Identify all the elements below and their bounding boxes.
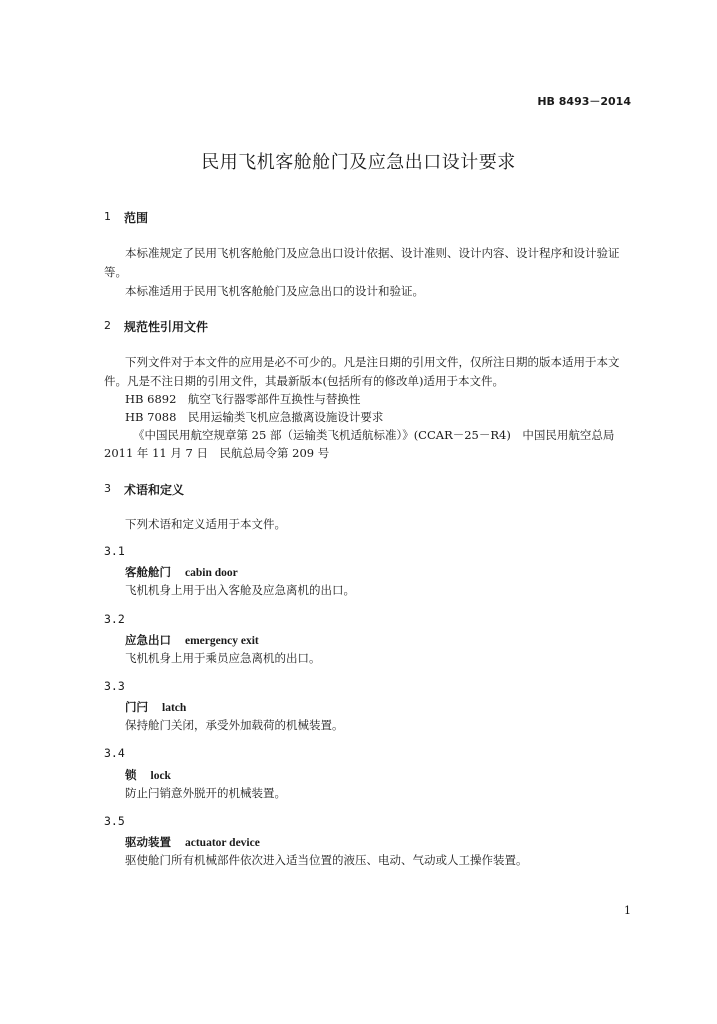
term-cn: 客舱舱门 xyxy=(125,565,171,579)
term-heading xyxy=(125,834,260,850)
reference-hb7088: HB 7088 民用运输类飞机应急撤离设施设计要求 xyxy=(125,410,384,424)
reference-ccar25-line2: 2011 年 11 月 7 日 民航总局令第 209 号 xyxy=(104,446,330,460)
term-cn: 门闩 xyxy=(125,700,148,714)
term-definition: 飞机机身上用于出入客舱及应急离机的出口。 xyxy=(125,583,355,597)
term-en: cabin door xyxy=(185,567,238,579)
term-en: latch xyxy=(162,702,187,714)
term-definition: 保持舱门关闭，承受外加载荷的机械装置。 xyxy=(125,718,344,732)
term-definition: 飞机机身上用于乘员应急离机的出口。 xyxy=(125,651,321,665)
reference-ccar25-line1: 《中国民用航空规章第 25 部（运输类飞机适航标准）》(CCAR－25－R4) 中国民用航空总局 xyxy=(133,428,615,442)
term-heading xyxy=(125,632,259,648)
section-2-title: 规范性引用文件 xyxy=(124,320,209,334)
section-1-para1-line1: 本标准规定了民用飞机客舱舱门及应急出口设计依据、设计准则、设计内容、设计程序和设计验证 xyxy=(125,246,620,260)
page-number: 1 xyxy=(624,904,631,917)
section-2-number: 2 xyxy=(104,319,111,332)
term-definition: 驱使舱门所有机械部件依次进入适当位置的液压、电动、气动或人工操作装置。 xyxy=(125,853,528,867)
term-cn: 应急出口 xyxy=(125,633,171,647)
section-3-title: 术语和定义 xyxy=(124,483,185,497)
term-en: emergency exit xyxy=(185,635,259,647)
section-2-intro-line2: 件。凡是不注日期的引用文件，其最新版本(包括所有的修改单)适用于本文件。 xyxy=(104,374,504,388)
term-en: actuator device xyxy=(185,837,260,849)
section-1-title: 范围 xyxy=(124,211,149,225)
term-en: lock xyxy=(150,770,171,782)
section-3-intro: 下列术语和定义适用于本文件。 xyxy=(125,517,286,531)
term-heading xyxy=(125,699,186,715)
term-heading xyxy=(125,564,238,580)
section-1-para2: 本标准适用于民用飞机客舱舱门及应急出口的设计和验证。 xyxy=(125,284,424,298)
section-3-number: 3 xyxy=(104,482,111,495)
term-number: 3.2 xyxy=(104,612,125,626)
term-definition: 防止闩销意外脱开的机械装置。 xyxy=(125,786,286,800)
term-number: 3.1 xyxy=(104,544,125,558)
document-title: 民用飞机客舱舱门及应急出口设计要求 xyxy=(201,152,516,173)
term-number: 3.4 xyxy=(104,746,125,760)
term-number: 3.5 xyxy=(104,814,125,828)
term-heading xyxy=(125,767,171,783)
term-cn: 锁 xyxy=(125,768,137,782)
term-number: 3.3 xyxy=(104,679,125,693)
section-1-number: 1 xyxy=(104,210,111,223)
standard-code: HB 8493－2014 xyxy=(537,95,631,108)
term-cn: 驱动装置 xyxy=(125,835,171,849)
section-2-intro-line1: 下列文件对于本文件的应用是必不可少的。凡是注日期的引用文件，仅所注日期的版本适用于本文 xyxy=(125,355,620,369)
section-1-para1-line2: 等。 xyxy=(104,265,127,279)
reference-hb6892: HB 6892 航空飞行器零部件互换性与替换性 xyxy=(125,392,361,406)
